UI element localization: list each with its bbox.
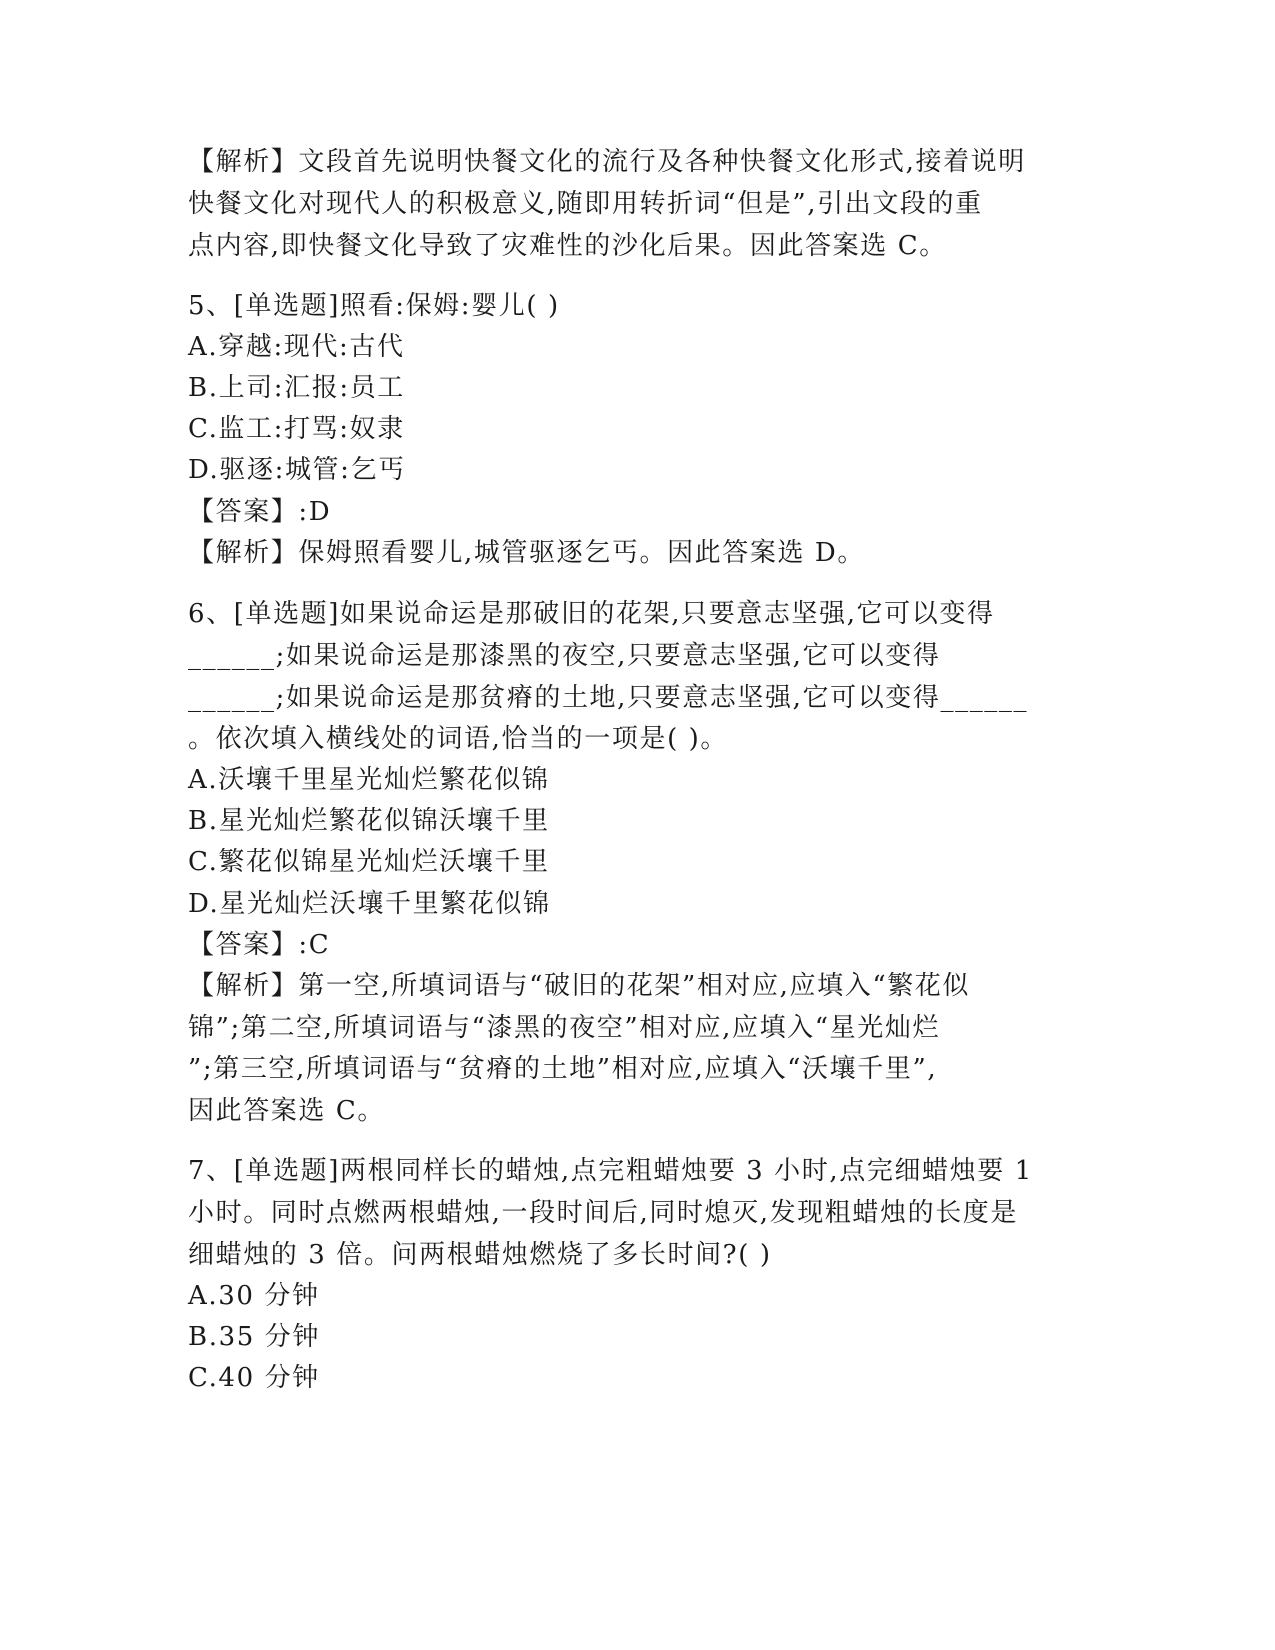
q5-option-c: C.监工:打骂:奴隶 [188, 414, 405, 444]
q7-stem-line-2: 小时。同时点燃两根蜡烛,一段时间后,同时熄灭,发现粗蜡烛的长度是 [188, 1198, 1018, 1228]
q6-answer: 【答案】:C [188, 930, 331, 960]
q7-stem-line-3: 细蜡烛的 3 倍。问两根蜡烛燃烧了多长时间?( ) [188, 1240, 772, 1270]
q5-option-d: D.驱逐:城管:乞丐 [188, 455, 406, 485]
q6-stem-line-1: 6、[单选题]如果说命运是那破旧的花架,只要意志坚强,它可以变得 [188, 599, 995, 629]
q6-option-c: C.繁花似锦星光灿烂沃壤千里 [188, 847, 550, 877]
q5-option-a: A.穿越:现代:古代 [188, 332, 405, 362]
q6-stem-line-4: 。依次填入横线处的词语,恰当的一项是( )。 [188, 724, 729, 754]
q5-option-b: B.上司:汇报:员工 [188, 373, 405, 403]
q6-option-d: D.星光灿烂沃壤千里繁花似锦 [188, 889, 551, 919]
q7-stem-line-1: 7、[单选题]两根同样长的蜡烛,点完粗蜡烛要 3 小时,点完细蜡烛要 1 [188, 1156, 1033, 1186]
q6-option-a: A.沃壤千里星光灿烂繁花似锦 [188, 765, 550, 795]
q4-analysis-line-3: 点内容,即快餐文化导致了灾难性的沙化后果。因此答案选 C。 [188, 231, 947, 261]
q6-option-b: B.星光灿烂繁花似锦沃壤千里 [188, 806, 550, 836]
q5-stem: 5、[单选题]照看:保姆:婴儿( ) [188, 291, 560, 321]
q6-analysis-line-4: 因此答案选 C。 [188, 1096, 385, 1126]
q4-analysis-line-1: 【解析】文段首先说明快餐文化的流行及各种快餐文化形式,接着说明 [188, 147, 1026, 177]
q7-option-a: A.30 分钟 [188, 1281, 320, 1311]
q6-analysis-line-3: ”;第三空,所填词语与“贫瘠的土地”相对应,应填入“沃壤千里”, [188, 1054, 938, 1084]
q4-analysis-line-2: 快餐文化对现代人的积极意义,随即用转折词“但是”,引出文段的重 [188, 189, 983, 219]
q6-stem-line-3: ______;如果说命运是那贫瘠的土地,只要意志坚强,它可以变得______ [188, 683, 1029, 713]
q6-analysis-line-1: 【解析】第一空,所填词语与“破旧的花架”相对应,应填入“繁花似 [188, 971, 971, 1001]
q7-option-c: C.40 分钟 [188, 1363, 320, 1393]
q6-stem-line-2: ______;如果说命运是那漆黑的夜空,只要意志坚强,它可以变得 [188, 641, 941, 671]
q7-option-b: B.35 分钟 [188, 1322, 320, 1352]
q5-answer: 【答案】:D [188, 497, 332, 527]
q6-analysis-line-2: 锦”;第二空,所填词语与“漆黑的夜空”相对应,应填入“星光灿烂 [188, 1013, 941, 1043]
q5-analysis: 【解析】保姆照看婴儿,城管驱逐乞丐。因此答案选 D。 [188, 538, 865, 568]
